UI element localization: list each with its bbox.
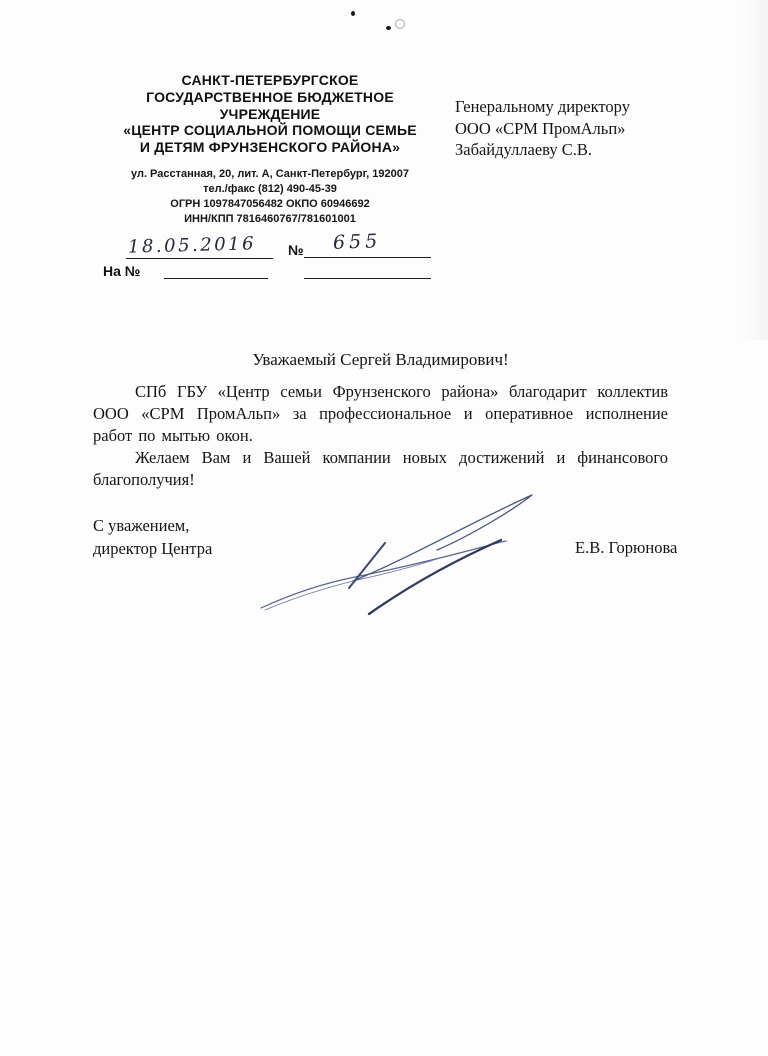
number-underline — [304, 257, 431, 258]
reply-underline — [164, 278, 268, 279]
ink-speck — [386, 26, 391, 30]
org-name-line: ГОСУДАРСТВЕННОЕ БЮДЖЕТНОЕ — [146, 88, 394, 105]
closing-phrase: С уважением, — [93, 516, 190, 535]
reply-number-underline — [304, 278, 431, 279]
number-label: № — [288, 242, 304, 258]
body-paragraph: СПб ГБУ «Центр семьи Фрунзенского района» благодарит коллектив ООО «СРМ ПромАльп» за профессиональное и оперативное исполнение работ по мытью окон. — [93, 382, 668, 445]
signoff-block — [93, 514, 212, 560]
date-underline — [126, 258, 273, 259]
letter-body — [93, 381, 668, 491]
org-name-line: САНКТ-ПЕТЕРБУРГСКОЕ — [181, 72, 359, 88]
signer-name: Е.В. Горюнова — [575, 538, 678, 557]
ink-speck-ring — [395, 19, 405, 29]
recipient-block — [455, 96, 630, 161]
letterhead-contacts — [88, 167, 452, 227]
recipient-company: ООО «СРМ ПромАльп» — [455, 118, 626, 138]
letterhead — [88, 72, 452, 227]
signer-title: директор Центра — [93, 539, 213, 558]
body-paragraph: Желаем Вам и Вашей компании новых достижений и финансового благополучия! — [93, 448, 668, 489]
handwritten-date: 18.05.2016 — [127, 233, 257, 258]
handwritten-signature — [245, 478, 555, 618]
inn-kpp-line: ИНН/КПП 7816460767/781601001 — [184, 212, 356, 225]
handwritten-number: 655 — [332, 230, 382, 254]
address-line: ул. Расстанная, 20, лит. А, Санкт-Петербург, 192007 — [130, 167, 410, 180]
recipient-title: Генеральному директору — [455, 97, 630, 116]
scan-edge-shadow — [740, 0, 768, 340]
reply-to-label: На № — [103, 263, 141, 279]
ink-speck — [351, 11, 355, 16]
ogrn-okpo-line: ОГРН 1097847056482 ОКПО 60946692 — [170, 197, 370, 210]
phone-line: тел./факс (812) 490-45-39 — [203, 182, 337, 195]
org-name-line: И ДЕТЯМ ФРУНЗЕНСКОГО РАЙОНА» — [139, 139, 401, 156]
org-name-line: УЧРЕЖДЕНИЕ — [219, 105, 321, 122]
org-name-line: «ЦЕНТР СОЦИАЛЬНОЙ ПОМОЩИ СЕМЬЕ — [123, 122, 417, 139]
salutation: Уважаемый Сергей Владимирович! — [252, 350, 509, 369]
recipient-person: Забайдуллаеву С.В. — [455, 140, 593, 159]
